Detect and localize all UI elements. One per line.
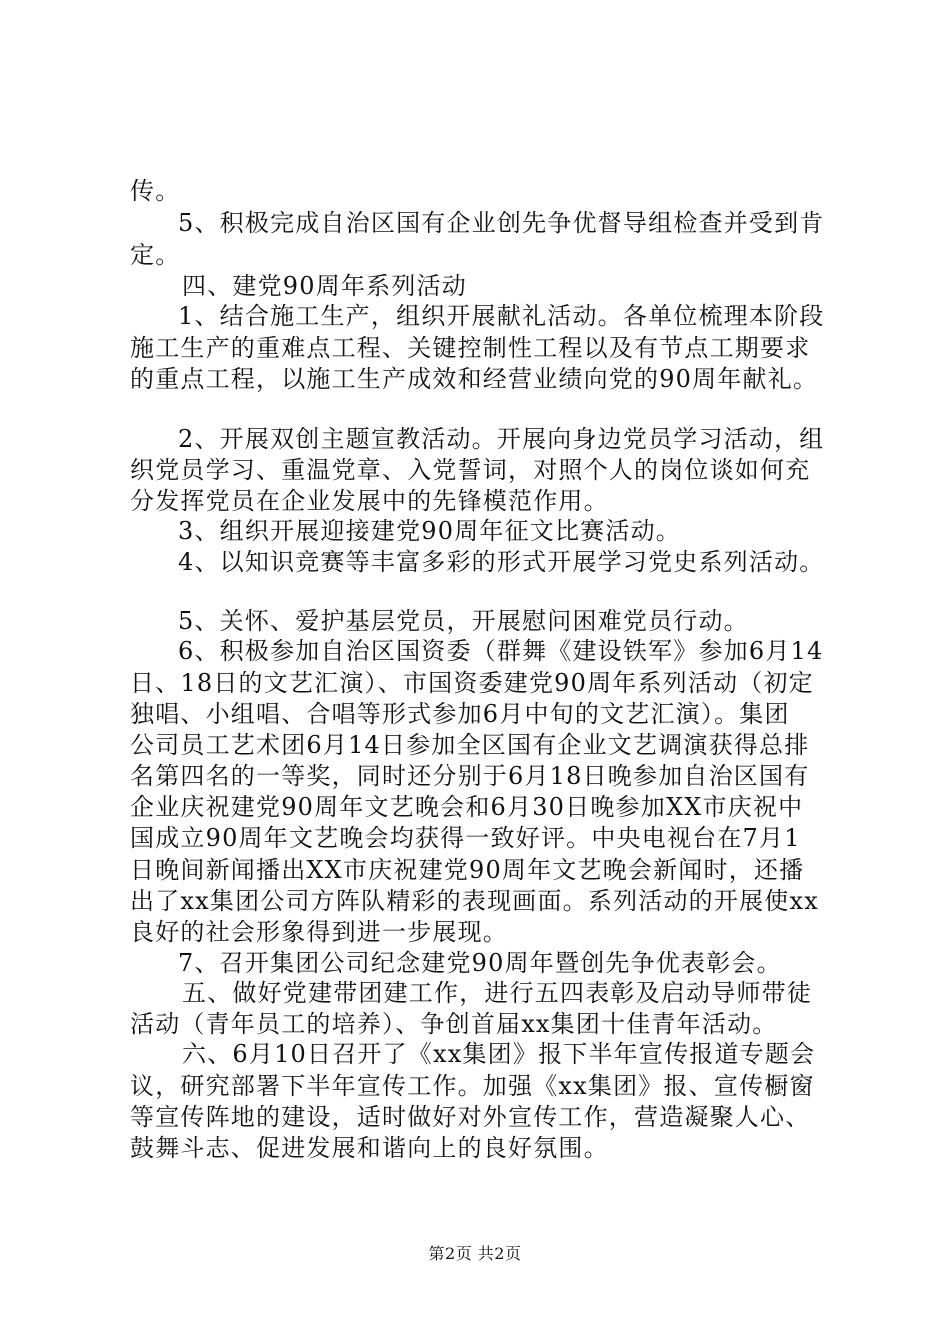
text-line: 等宣传阵地的建设，适时做好对外宣传工作，营造凝聚人心、 (130, 1103, 811, 1131)
text-line: 织党员学习、重温党章、入党誓词，对照个人的岗位谈如何充 (130, 456, 811, 484)
text-line: 议，研究部署下半年宣传工作。加强《xx集团》报、宣传橱窗 (130, 1072, 815, 1100)
text-line: 6、积极参加自治区国资委（群舞《建设铁军》参加6月14 (178, 637, 824, 665)
text-line: 名第四名的一等奖，同时还分别于6月18日晚参加自治区国有 (130, 762, 810, 790)
text-line: 活动（青年员工的培养）、争创首届xx集团十佳青年活动。 (130, 1010, 778, 1038)
text-line: 的重点工程，以施工生产成效和经营业绩向党的90周年献礼。 (130, 365, 819, 393)
text-line: 日、18日的文艺汇演）、市国资委建党90周年系列活动（初定 (130, 669, 814, 697)
text-line: 5、积极完成自治区国有企业创先争优督导组检查并受到肯 (178, 209, 825, 237)
text-line: 4、以知识竞赛等丰富多彩的形式开展学习党史系列活动。 (178, 548, 825, 576)
text-line: 分发挥党员在企业发展中的先锋模范作用。 (130, 487, 609, 515)
section-heading: 五、做好党建带团建工作，进行五四表彰及启动导师带徒 (182, 979, 812, 1007)
page-number-footer: 第2页 共2页 (428, 1244, 522, 1263)
text-line: 5、关怀、爱护基层党员，开展慰问困难党员行动。 (178, 607, 749, 635)
text-line: 日晚间新闻播出XX市庆祝建党90周年文艺晚会新闻时，还播 (130, 856, 805, 884)
text-line: 出了xx集团公司方阵队精彩的表现画面。系列活动的开展使xx (130, 887, 819, 915)
text-line: 7、召开集团公司纪念建党90周年暨创先争优表彰会。 (178, 949, 782, 977)
text-line: 企业庆祝建党90周年文艺晚会和6月30日晚参加XX市庆祝中 (130, 793, 804, 821)
text-line: 1、结合施工生产，组织开展献礼活动。各单位梳理本阶段 (178, 302, 825, 330)
section-heading: 六、6月10日召开了《xx集团》报下半年宣传报道专题会 (182, 1040, 816, 1068)
text-line: 鼓舞斗志、促进发展和谐向上的良好氛围。 (130, 1134, 609, 1162)
text-line: 传。 (130, 177, 181, 205)
text-line: 独唱、小组唱、合唱等形式参加6月中旬的文艺汇演）。集团 (130, 700, 790, 728)
text-line: 公司员工艺术团6月14日参加全区国有企业文艺调演获得总排 (130, 731, 810, 759)
text-line: 良好的社会形象得到进一步展现。 (130, 918, 508, 946)
text-line: 国成立90周年文艺晚会均获得一致好评。中央电视台在7月1 (130, 824, 801, 852)
text-line: 施工生产的重难点工程、关键控制性工程以及有节点工期要求 (130, 334, 811, 362)
text-line: 2、开展双创主题宣教活动。开展向身边党员学习活动，组 (178, 425, 825, 453)
section-heading: 四、建党90周年系列活动 (182, 272, 467, 300)
text-line: 3、组织开展迎接建党90周年征文比赛活动。 (178, 517, 682, 545)
text-line: 定。 (130, 241, 181, 269)
